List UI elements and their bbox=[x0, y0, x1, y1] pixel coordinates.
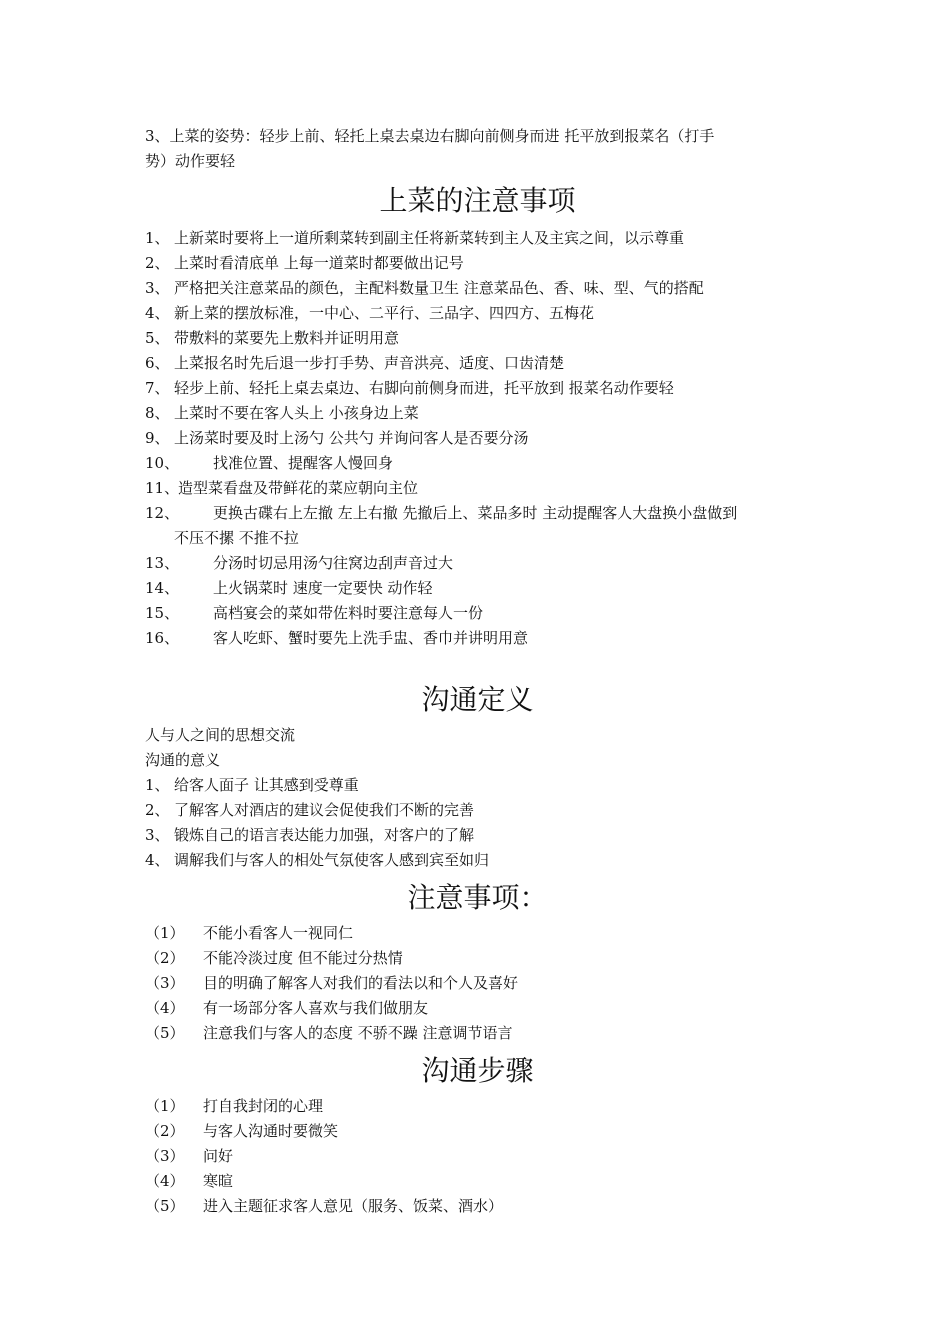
list-item bbox=[145, 251, 810, 276]
list-item-text: 轻步上前、轻托上桌去桌边、右脚向前侧身而进，托平放到 报菜名动作要轻 bbox=[174, 379, 674, 397]
list-item bbox=[145, 773, 810, 798]
list-item-text: 找准位置、提醒客人慢回身 bbox=[213, 454, 394, 472]
list-item-text: 给客人面子 让其感到受尊重 bbox=[174, 776, 359, 794]
list-item-text: 新上菜的摆放标准，一中心、二平行、三品字、四四方、五梅花 bbox=[174, 304, 595, 322]
communication-meaning-list bbox=[145, 773, 810, 873]
list-item-number: （5） bbox=[145, 1024, 185, 1042]
list-item bbox=[145, 276, 810, 301]
list-item-number: 6、 bbox=[145, 354, 170, 372]
list-item bbox=[145, 501, 810, 526]
list-item-number: 2、 bbox=[145, 801, 170, 819]
intro-line-2: 势）动作要轻 bbox=[145, 152, 236, 170]
list-item-text: 寒暄 bbox=[203, 1172, 234, 1190]
list-item-text: 目的明确了解客人对我们的看法以和个人及喜好 bbox=[203, 974, 519, 992]
communication-definition-title: 沟通定义 bbox=[421, 683, 534, 716]
communication-meaning-label: 沟通的意义 bbox=[145, 751, 221, 769]
list-item-number: 9、 bbox=[145, 429, 170, 447]
list-item-text: 不能小看客人一视同仁 bbox=[203, 924, 354, 942]
list-item bbox=[145, 426, 810, 451]
serving-notes-title: 上菜的注意事项 bbox=[379, 184, 576, 217]
list-item bbox=[145, 1144, 810, 1169]
serving-notes-list bbox=[145, 226, 810, 651]
list-item-text: 客人吃虾、蟹时要先上洗手盅、香巾并讲明用意 bbox=[213, 629, 529, 647]
list-item-text: 不能冷淡过度 但不能过分热情 bbox=[203, 949, 403, 967]
list-item-number: 14、 bbox=[145, 579, 180, 597]
list-item-number: 4、 bbox=[145, 851, 170, 869]
list-item bbox=[145, 351, 810, 376]
list-item-continuation: 不压不摞 不推不拉 bbox=[174, 529, 299, 547]
list-item bbox=[145, 971, 810, 996]
list-item-number: 8、 bbox=[145, 404, 170, 422]
list-item-text: 造型菜看盘及带鲜花的菜应朝向主位 bbox=[178, 479, 419, 497]
list-item bbox=[145, 576, 810, 601]
list-item-number: 4、 bbox=[145, 304, 170, 322]
list-item-number: （2） bbox=[145, 1122, 185, 1140]
list-item bbox=[145, 376, 810, 401]
list-item-number: 3、 bbox=[145, 279, 170, 297]
list-item-text: 注意我们与客人的态度 不骄不躁 注意调节语言 bbox=[203, 1024, 513, 1042]
list-item-number: （3） bbox=[145, 974, 185, 992]
list-item-text: 上汤菜时要及时上汤勺 公共勺 并询问客人是否要分汤 bbox=[174, 429, 529, 447]
list-item-number: 7、 bbox=[145, 379, 170, 397]
list-item-text: 上菜报名时先后退一步打手势、声音洪亮、适度、口齿清楚 bbox=[174, 354, 565, 372]
list-item-number: （3） bbox=[145, 1147, 185, 1165]
list-item-number: （1） bbox=[145, 924, 185, 942]
list-item-number: 15、 bbox=[145, 604, 180, 622]
list-item-text: 严格把关注意菜品的颜色，主配料数量卫生 注意菜品色、香、味、型、气的搭配 bbox=[174, 279, 704, 297]
list-item bbox=[145, 1094, 810, 1119]
list-item-text: 上火锅菜时 速度一定要快 动作轻 bbox=[213, 579, 433, 597]
list-item bbox=[145, 1169, 810, 1194]
communication-steps-list bbox=[145, 1094, 810, 1219]
list-item bbox=[145, 848, 810, 873]
list-item-text: 锻炼自己的语言表达能力加强，对客户的了解 bbox=[174, 826, 475, 844]
list-item bbox=[145, 1021, 810, 1046]
list-item bbox=[145, 921, 810, 946]
list-item-number: 10、 bbox=[145, 454, 180, 472]
list-item bbox=[145, 1119, 810, 1144]
list-item-text: 调解我们与客人的相处气氛使客人感到宾至如归 bbox=[174, 851, 490, 869]
list-item bbox=[145, 476, 810, 501]
list-item-text: 上新菜时要将上一道所剩菜转到副主任将新菜转到主人及主宾之间，以示尊重 bbox=[174, 229, 685, 247]
attention-list bbox=[145, 921, 810, 1046]
list-item bbox=[145, 601, 810, 626]
intro-line-1: 3、上菜的姿势：轻步上前、轻托上桌去桌边右脚向前侧身而进 托平放到报菜名（打手 bbox=[145, 127, 715, 145]
list-item bbox=[145, 326, 810, 351]
list-item bbox=[145, 823, 810, 848]
communication-definition-text: 人与人之间的思想交流 bbox=[145, 726, 296, 744]
list-item-number: 16、 bbox=[145, 629, 180, 647]
list-item-number: （4） bbox=[145, 1172, 185, 1190]
list-item bbox=[145, 626, 810, 651]
document-content bbox=[145, 124, 810, 1219]
list-item-number: 2、 bbox=[145, 254, 170, 272]
communication-steps-title: 沟通步骤 bbox=[421, 1054, 534, 1087]
list-item-number: （4） bbox=[145, 999, 185, 1017]
list-item-text: 打自我封闭的心理 bbox=[203, 1097, 324, 1115]
attention-title: 注意事项： bbox=[407, 881, 548, 914]
list-item-number: 1、 bbox=[145, 229, 170, 247]
list-item bbox=[145, 996, 810, 1021]
intro-paragraph bbox=[145, 124, 810, 174]
list-item-number: （5） bbox=[145, 1197, 185, 1215]
list-item-text: 带敷料的菜要先上敷料并证明用意 bbox=[174, 329, 400, 347]
list-item-number: 1、 bbox=[145, 776, 170, 794]
list-item bbox=[145, 226, 810, 251]
list-item-text: 问好 bbox=[203, 1147, 234, 1165]
list-item-text: 进入主题征求客人意见（服务、饭菜、酒水） bbox=[203, 1197, 504, 1215]
list-item bbox=[145, 798, 810, 823]
list-item-text: 分汤时切忌用汤勺往窝边刮声音过大 bbox=[213, 554, 454, 572]
list-item bbox=[145, 551, 810, 576]
list-item-number: 13、 bbox=[145, 554, 180, 572]
list-item-number: （2） bbox=[145, 949, 185, 967]
list-item bbox=[145, 301, 810, 326]
list-item-number: （1） bbox=[145, 1097, 185, 1115]
list-item-number: 3、 bbox=[145, 826, 170, 844]
list-item-number: 5、 bbox=[145, 329, 170, 347]
list-item-text: 高档宴会的菜如带佐料时要注意每人一份 bbox=[213, 604, 484, 622]
list-item bbox=[145, 1194, 810, 1219]
list-item-number: 12、 bbox=[145, 504, 180, 522]
list-item-text: 与客人沟通时要微笑 bbox=[203, 1122, 339, 1140]
list-item-text: 有一场部分客人喜欢与我们做朋友 bbox=[203, 999, 429, 1017]
list-item-text: 更换古碟右上左撤 左上右撤 先撤后上、菜品多时 主动提醒客人大盘换小盘做到 bbox=[213, 504, 738, 522]
list-item bbox=[145, 401, 810, 426]
list-item bbox=[145, 451, 810, 476]
list-item-text: 上菜时不要在客人头上 小孩身边上菜 bbox=[174, 404, 419, 422]
list-item-text: 了解客人对酒店的建议会促使我们不断的完善 bbox=[174, 801, 475, 819]
list-item-number: 11、 bbox=[145, 479, 180, 497]
list-item-text: 上菜时看清底单 上每一道菜时都要做出记号 bbox=[174, 254, 464, 272]
list-item bbox=[145, 946, 810, 971]
